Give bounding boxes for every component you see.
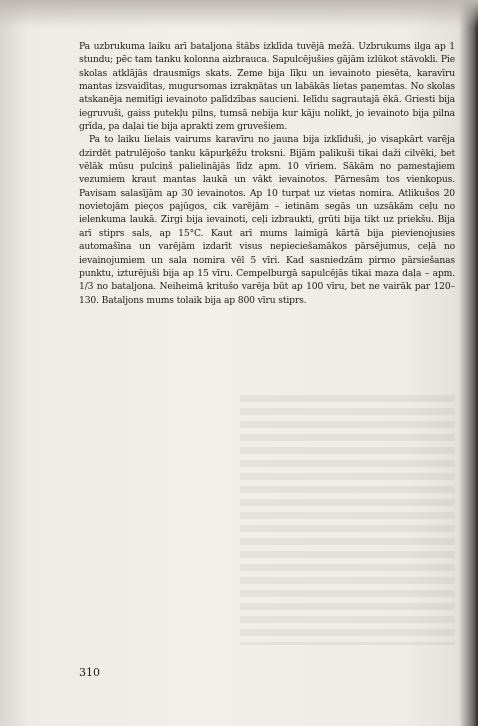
page-top-shadow: [0, 0, 478, 28]
body-text: [79, 40, 455, 307]
bleed-through-shadow: [240, 395, 455, 645]
paragraph-2: Pa to laiku lielais vairums karavīru no jauna bija izklīduši, jo visapkārt varēja dzirdēt patrulējošo tanku kāpurķēžu troksni. Bijām palikuši tikai daži cilvēki, bet vēlāk mūsu pulciņš palielinājās līdz apm. 10 vīriem. Sākām no pamestajiem vezumiem kraut mantas laukā un vākt ievainotos. Pārnesām tos vienkopus. Pavisam salasījām ap 30 ievainotos. Ap 10 turpat uz vietas nomira. Atlikušos 20 novietojām pieços pajūgos, cik varējām – ietinām segās un uzsākām ceļu no ielenkuma laukā. Zirgi bija ievainoti, ceļi izbraukti, grūti bija tikt uz priekšu. Bija arī stiprs sals, ap 15°C. Kaut arī mums laimīgā kārtā bija pievienojusies automašīna un varējām izdarīt visus nepieciešamākos pārsējumus, ceļā no ievainojumiem un sala nomira vēl 5 vīri. Kad sasniedzām pirmo pārsiešanas punktu, izturējuši bija ap 15 vīru. Cempelburgā sapulcējās tikai maza daļa – apm. 1/3 no bataljona. Neiheimā kritušo varēja būt ap 100 vīru, bet ne vairāk par 120–130. Bataljons mums tolaik bija ap 800 vīru stiprs.: [79, 134, 455, 306]
paragraph-1: Pa uzbrukuma laiku arī bataljona štābs izklīda tuvējā mežā. Uzbrukums ilga ap 1 stundu; pēc tam tanku kolonna aizbrauca. Sapulcējušies gājām izlūkot stāvokli. Pie skolas atklājās drausmīgs skats. Zeme bija līķu un ievainoto piesēta, karavīru mantas izsvaidītas, mugursomas izrakņātas un labākās lietas paņemtas. No skolas atskanēja nemitīgi ievainoto palīdzības saucieni. Ielīdu sagrautajā ēkā. Griesti bija iegruvuši, gaiss putekļu pilns, tumsā nebija kur kāju nolikt, jo ievainoto bija pilna grīda, pa daļai tie bija aprakti zem gruvešiem.: [79, 41, 455, 133]
page-number: 310: [79, 666, 100, 679]
